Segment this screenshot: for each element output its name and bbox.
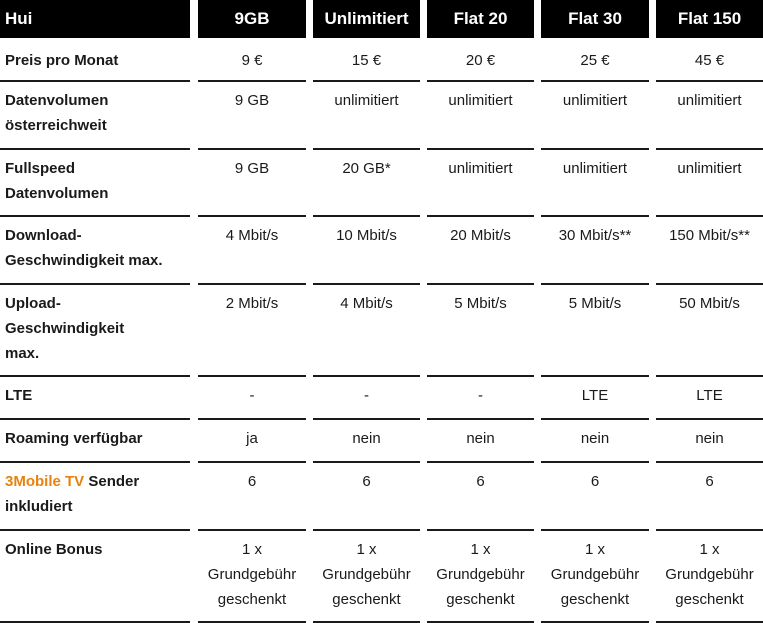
cell-flat-30: 6 — [590, 473, 600, 490]
table-row-price — [0, 42, 763, 82]
header-corner-cell: Hui — [0, 0, 190, 38]
cell-flat-30: 25 € — [580, 52, 610, 69]
cell-9gb: 9 € — [241, 52, 263, 69]
row-label: Download- Geschwindigkeit max. — [5, 227, 163, 269]
mobile-tv-link[interactable]: 3Mobile TV — [5, 473, 85, 490]
header-plan-flat-20: Flat 20 — [427, 0, 534, 38]
cell-flat-150: 45 € — [694, 52, 725, 69]
cell-flat-150: LTE — [696, 387, 723, 404]
cell-flat-20: 20 € — [465, 52, 496, 69]
cell-unlimitiert: 20 GB* — [342, 160, 391, 177]
header-plan-flat-30: Flat 30 — [541, 0, 649, 38]
cell-9gb: 9 GB — [234, 160, 270, 177]
cell-flat-30: unlimitiert — [562, 160, 628, 177]
cell-flat-20: 6 — [476, 473, 485, 490]
cell-flat-30: LTE — [581, 387, 609, 404]
cell-flat-30: 5 Mbit/s — [568, 295, 622, 312]
row-label: Upload- Geschwindigkeit max. — [5, 295, 125, 362]
table-row-data-volume — [0, 82, 763, 150]
row-label-suffix: Sender inkludiert — [5, 473, 140, 515]
row-label: Roaming verfügbar — [5, 430, 143, 447]
cell-flat-150: 1 x Grundgebühr geschenkt — [665, 541, 754, 608]
header-plan-9gb: 9GB — [198, 0, 306, 38]
cell-flat-150: unlimitiert — [677, 92, 742, 109]
cell-unlimitiert: 10 Mbit/s — [336, 227, 397, 244]
cell-9gb: 2 Mbit/s — [225, 295, 279, 312]
row-label: Fullspeed Datenvolumen — [5, 160, 109, 202]
cell-flat-20: unlimitiert — [448, 92, 513, 109]
table-row-mobile-tv — [0, 463, 763, 531]
table-row-fullspeed — [0, 150, 763, 217]
cell-flat-20: nein — [466, 430, 495, 447]
cell-9gb: 1 x Grundgebühr geschenkt — [207, 541, 297, 608]
table-row-download — [0, 217, 763, 285]
row-label — [0, 463, 190, 519]
cell-flat-30: 1 x Grundgebühr geschenkt — [550, 541, 640, 608]
cell-unlimitiert: 15 € — [351, 52, 382, 69]
cell-flat-30: unlimitiert — [562, 92, 628, 109]
cell-flat-150: nein — [695, 430, 724, 447]
cell-flat-30: 30 Mbit/s** — [558, 227, 632, 244]
cell-flat-150: 50 Mbit/s — [679, 295, 740, 312]
cell-flat-20: 20 Mbit/s — [450, 227, 511, 244]
row-label: Datenvolumen österreichweit — [5, 92, 109, 134]
cell-unlimitiert: 6 — [362, 473, 371, 490]
row-label: LTE — [5, 387, 33, 404]
table-row-roaming — [0, 420, 763, 463]
cell-flat-150: 150 Mbit/s** — [669, 227, 750, 244]
cell-9gb: ja — [246, 430, 258, 447]
cell-flat-20: unlimitiert — [448, 160, 513, 177]
cell-flat-30: nein — [580, 430, 610, 447]
cell-9gb: 9 GB — [234, 92, 270, 109]
cell-unlimitiert: nein — [352, 430, 381, 447]
row-label: Online Bonus — [5, 541, 103, 558]
table-header-row — [0, 0, 763, 42]
header-plan-flat-150: Flat 150 — [656, 0, 763, 38]
table-row-lte — [0, 377, 763, 420]
cell-unlimitiert: 4 Mbit/s — [340, 295, 393, 312]
header-plan-unlimitiert: Unlimitiert — [313, 0, 420, 38]
row-label: Preis pro Monat — [5, 52, 119, 69]
table-row-upload — [0, 285, 763, 377]
cell-9gb: 6 — [247, 473, 257, 490]
cell-unlimitiert: unlimitiert — [334, 92, 399, 109]
cell-9gb: - — [249, 387, 255, 404]
cell-flat-150: 6 — [705, 473, 714, 490]
table-row-online-bonus — [0, 531, 763, 623]
cell-flat-20: 1 x Grundgebühr geschenkt — [436, 541, 525, 608]
cell-flat-20: 5 Mbit/s — [454, 295, 507, 312]
cell-9gb: 4 Mbit/s — [225, 227, 279, 244]
cell-unlimitiert: 1 x Grundgebühr geschenkt — [322, 541, 411, 608]
cell-unlimitiert: - — [364, 387, 369, 404]
cell-flat-150: unlimitiert — [677, 160, 742, 177]
cell-flat-20: - — [478, 387, 483, 404]
